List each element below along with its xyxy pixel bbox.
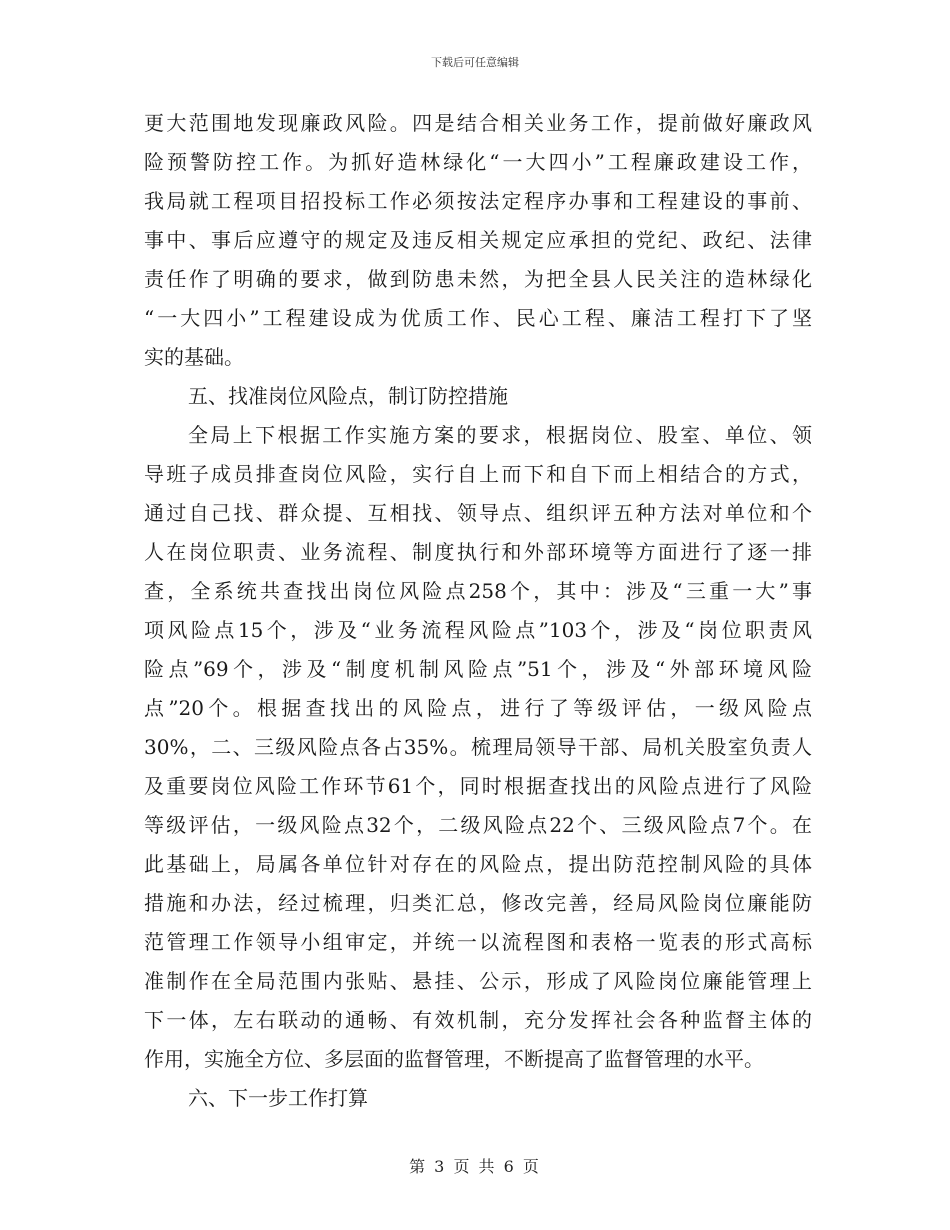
text-line: 措施和办法，经过梳理，归类汇总，修改完善，经局风险岗位廉能防	[144, 891, 812, 915]
section-heading	[144, 377, 812, 416]
paragraph	[144, 416, 812, 1079]
text-line: 全局上下根据工作实施方案的要求，根据岗位、股室、单位、领	[188, 423, 812, 447]
text-line: 范管理工作领导小组审定，并统一以流程图和表格一览表的形式高标	[144, 930, 812, 954]
text-line: 30%，二、三级风险点各占35%。梳理局领导干部、局机关股室负责人	[144, 735, 812, 759]
text-line: 点”20个。根据查找出的风险点，进行了等级评估，一级风险点	[144, 696, 812, 720]
text-line: 下一体，左右联动的通畅、有效机制，充分发挥社会各种监督主体的	[144, 1008, 812, 1032]
page-number: 第 3 页 共 6 页	[409, 1157, 541, 1176]
heading-line: 五、找准岗位风险点，制订防控措施	[188, 384, 508, 408]
text-line: 通过自己找、群众提、互相找、领导点、组织评五种方法对单位和个	[144, 501, 812, 525]
text-line: 及重要岗位风险工作环节61个，同时根据查找出的风险点进行了风险	[144, 774, 812, 798]
text-line: 责任作了明确的要求，做到防患未然，为把全县人民关注的造林绿化	[144, 267, 812, 291]
text-line: 人在岗位职责、业务流程、制度执行和外部环境等方面进行了逐一排	[144, 540, 812, 564]
paragraph	[144, 104, 812, 377]
text-line: 更大范围地发现廉政风险。四是结合相关业务工作，提前做好廉政风	[144, 111, 812, 135]
document-body	[144, 104, 812, 1118]
text-line: 等级评估，一级风险点32个，二级风险点22个、三级风险点7个。在	[144, 813, 812, 837]
text-line: 导班子成员排查岗位风险，实行自上而下和自下而上相结合的方式，	[144, 462, 812, 486]
text-line: 险点”69个，涉及“制度机制风险点”51个，涉及“外部环境风险	[144, 657, 812, 681]
text-line: 我局就工程项目招投标工作必须按法定程序办事和工程建设的事前、	[144, 189, 812, 213]
text-line: 作用，实施全方位、多层面的监督管理，不断提高了监督管理的水平。	[144, 1047, 764, 1071]
text-line: 项风险点15个，涉及“业务流程风险点”103个，涉及“岗位职责风	[144, 618, 812, 642]
section-heading	[144, 1079, 812, 1118]
header-note: 下载后可任意编辑	[431, 56, 519, 69]
text-line: 事中、事后应遵守的规定及违反相关规定应承担的党纪、政纪、法律	[144, 228, 812, 252]
text-line: “一大四小”工程建设成为优质工作、民心工程、廉洁工程打下了坚	[144, 306, 812, 330]
heading-line: 六、下一步工作打算	[188, 1086, 368, 1110]
text-line: 此基础上，局属各单位针对存在的风险点，提出防范控制风险的具体	[144, 852, 812, 876]
text-line: 查，全系统共查找出岗位风险点258个，其中：涉及“三重一大”事	[144, 579, 812, 603]
text-line: 准制作在全局范围内张贴、悬挂、公示，形成了风险岗位廉能管理上	[144, 969, 812, 993]
text-line: 险预警防控工作。为抓好造林绿化“一大四小”工程廉政建设工作，	[144, 150, 812, 174]
text-line: 实的基础。	[144, 345, 244, 369]
